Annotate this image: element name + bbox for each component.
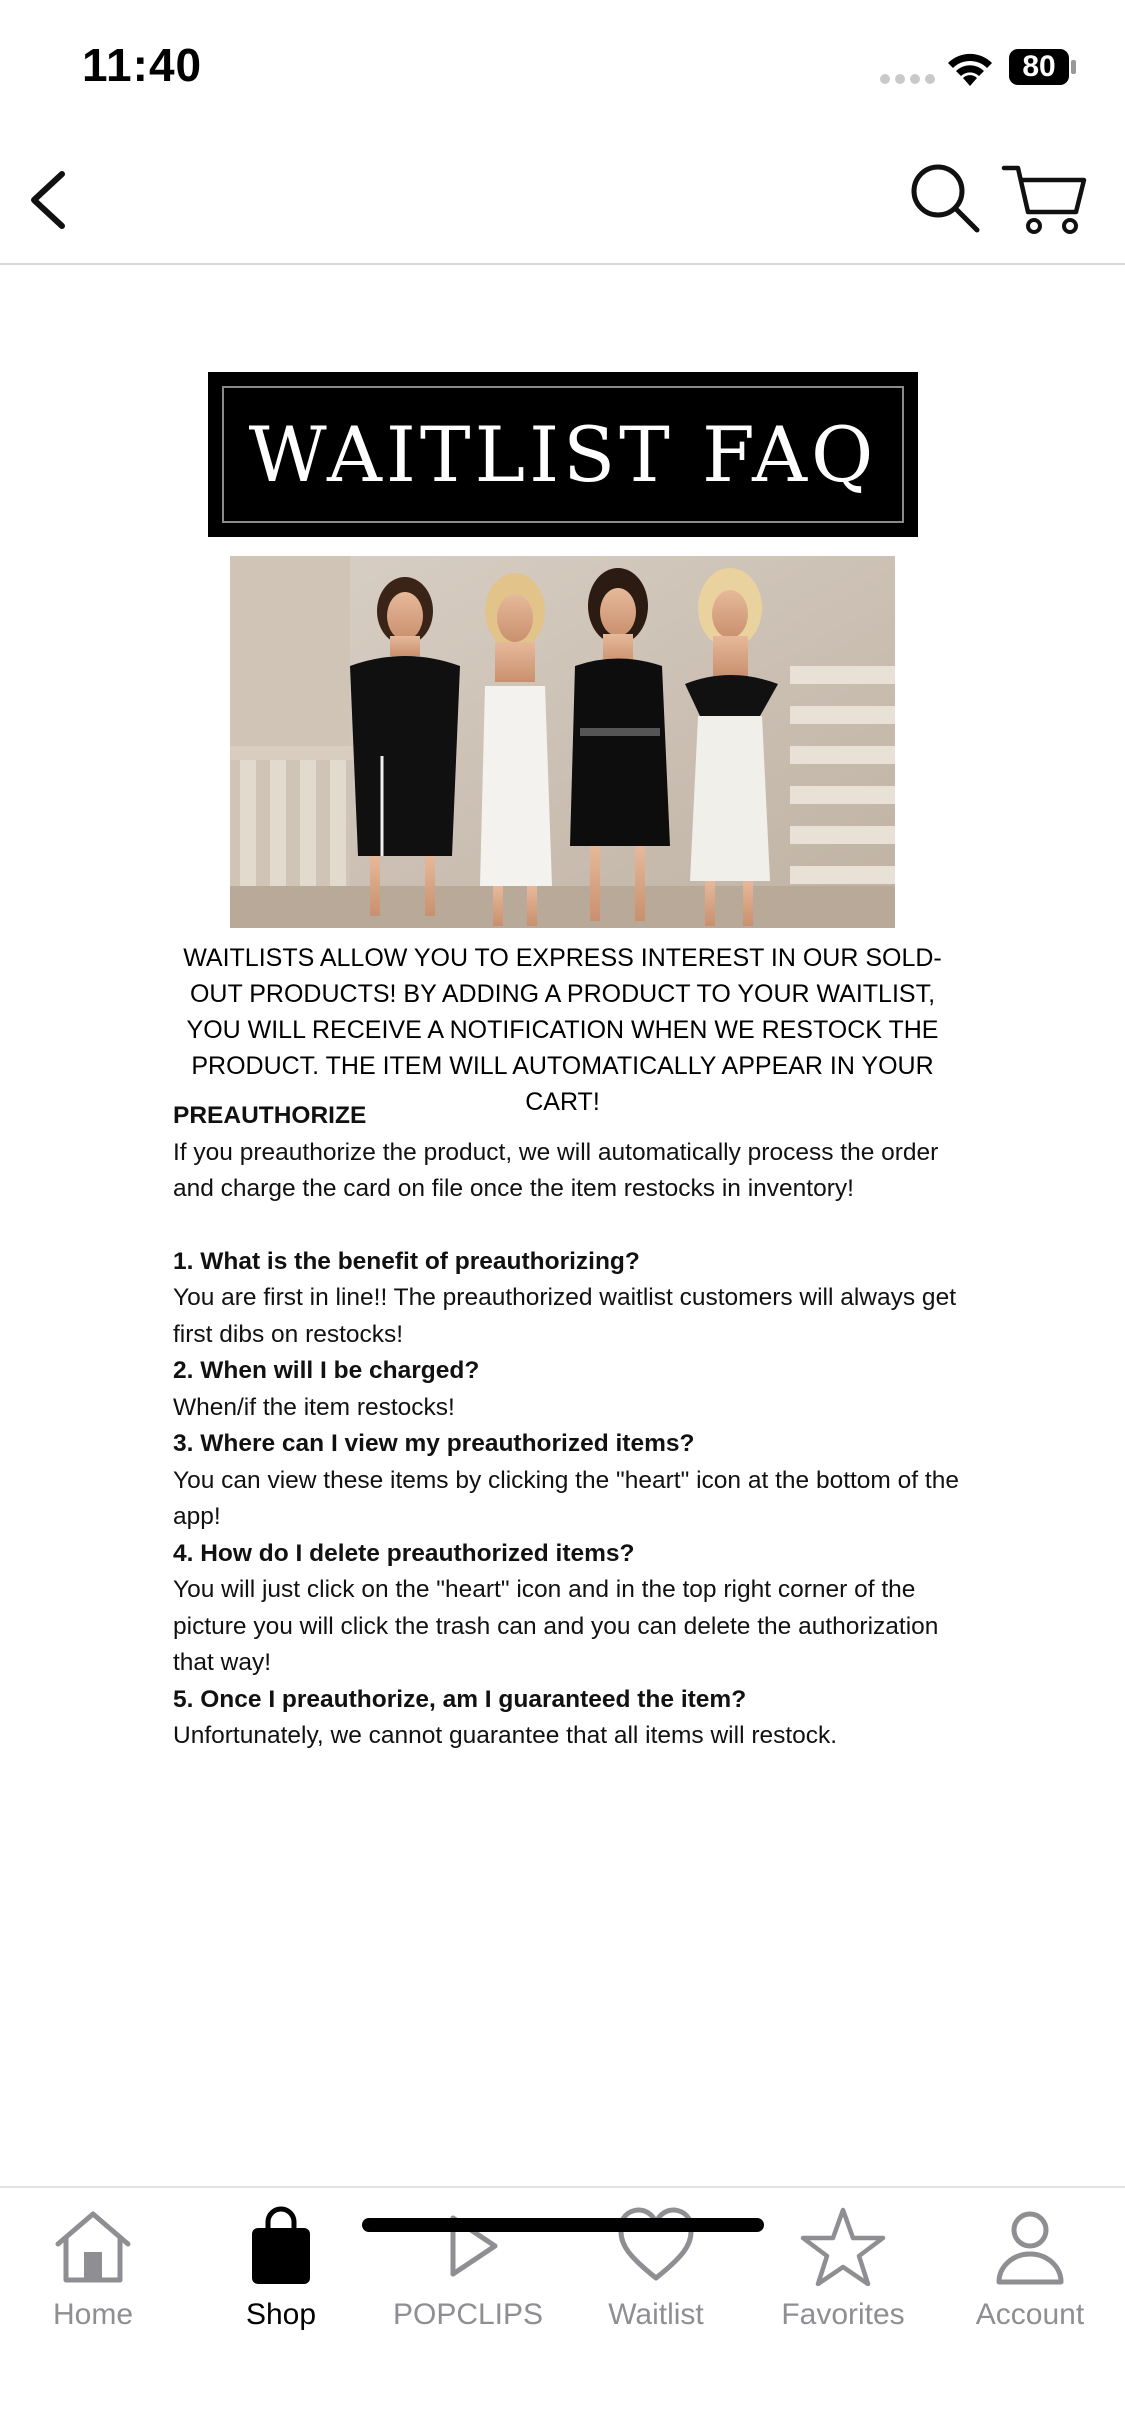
spacer (173, 1208, 973, 1244)
battery-icon (1008, 48, 1078, 86)
star-icon (798, 2206, 888, 2286)
faq-answer: You will just click on the "heart" icon and in the top right corner of the picture you will click the trash can and you can delete the authorization that way! (173, 1576, 939, 1676)
faq-answer: You can view these items by clicking the "heart" icon at the bottom of the app! (173, 1466, 959, 1530)
hero-photo (230, 556, 895, 928)
banner-title: WAITLIST FAQ (248, 410, 878, 499)
tab-label: Shop (245, 2298, 317, 2331)
waitlist-intro-text: WAITLISTS ALLOW YOU TO EXPRESS INTEREST IN OUR SOLD-OUT PRODUCTS! BY ADDING A PRODUCT TO YOUR WAITLIST, YOU WILL RECEIVE A NOTIFICATION WHEN WE RESTOCK THE PRODUCT. THE ITEM WILL AUTOMATICALLY APPEAR IN YOUR CART! (183, 944, 942, 1116)
tab-label: Account (975, 2298, 1085, 2331)
tab-shop[interactable] (201, 2206, 361, 2346)
tab-favorites[interactable] (763, 2206, 923, 2346)
banner-frame (222, 386, 904, 523)
faq-question: 3. Where can I view my preauthorized items? (173, 1430, 695, 1457)
chevron-left-icon[interactable] (18, 160, 78, 240)
search-icon[interactable] (905, 158, 985, 238)
tab-label: Favorites (781, 2298, 905, 2331)
faq-question: 5. Once I preauthorize, am I guaranteed the item? (173, 1685, 747, 1713)
user-icon (985, 2206, 1075, 2286)
waitlist-faq-banner (208, 372, 918, 537)
wifi-icon (944, 48, 996, 88)
preauthorize-heading: PREAUTHORIZE (173, 1102, 367, 1129)
tab-label: Waitlist (608, 2298, 704, 2331)
cellular-signal-icon (880, 74, 936, 84)
faq-question: 1. What is the benefit of preauthorizing? (173, 1247, 640, 1275)
home-icon (48, 2206, 138, 2286)
preauthorize-description: If you preauthorize the product, we will automatically process the order and charge the card on file once the item restocks in inventory! (173, 1138, 939, 1202)
tab-label: POPCLIPS (392, 2298, 544, 2331)
tab-account[interactable] (950, 2206, 1110, 2346)
tab-label: Home (52, 2298, 134, 2331)
cart-icon[interactable] (1000, 158, 1090, 238)
status-time: 11:40 (82, 39, 203, 91)
top-nav-bar (0, 140, 1125, 265)
faq-answer: Unfortunately, we cannot guarantee that all items will restock. (173, 1722, 838, 1749)
faq-question: 4. How do I delete preauthorized items? (173, 1539, 635, 1567)
faq-section (173, 1098, 973, 1755)
shopping-bag-icon (236, 2206, 326, 2286)
faq-answer: When/if the item restocks! (173, 1393, 455, 1421)
home-indicator[interactable] (362, 2218, 764, 2232)
faq-question: 2. When will I be charged? (173, 1357, 480, 1384)
faq-answer: You are first in line!! The preauthorized waitlist customers will always get first dibs on restocks! (173, 1284, 956, 1348)
battery-level: 80 (1022, 50, 1056, 83)
status-bar (0, 0, 1125, 140)
tab-home[interactable] (13, 2206, 173, 2346)
